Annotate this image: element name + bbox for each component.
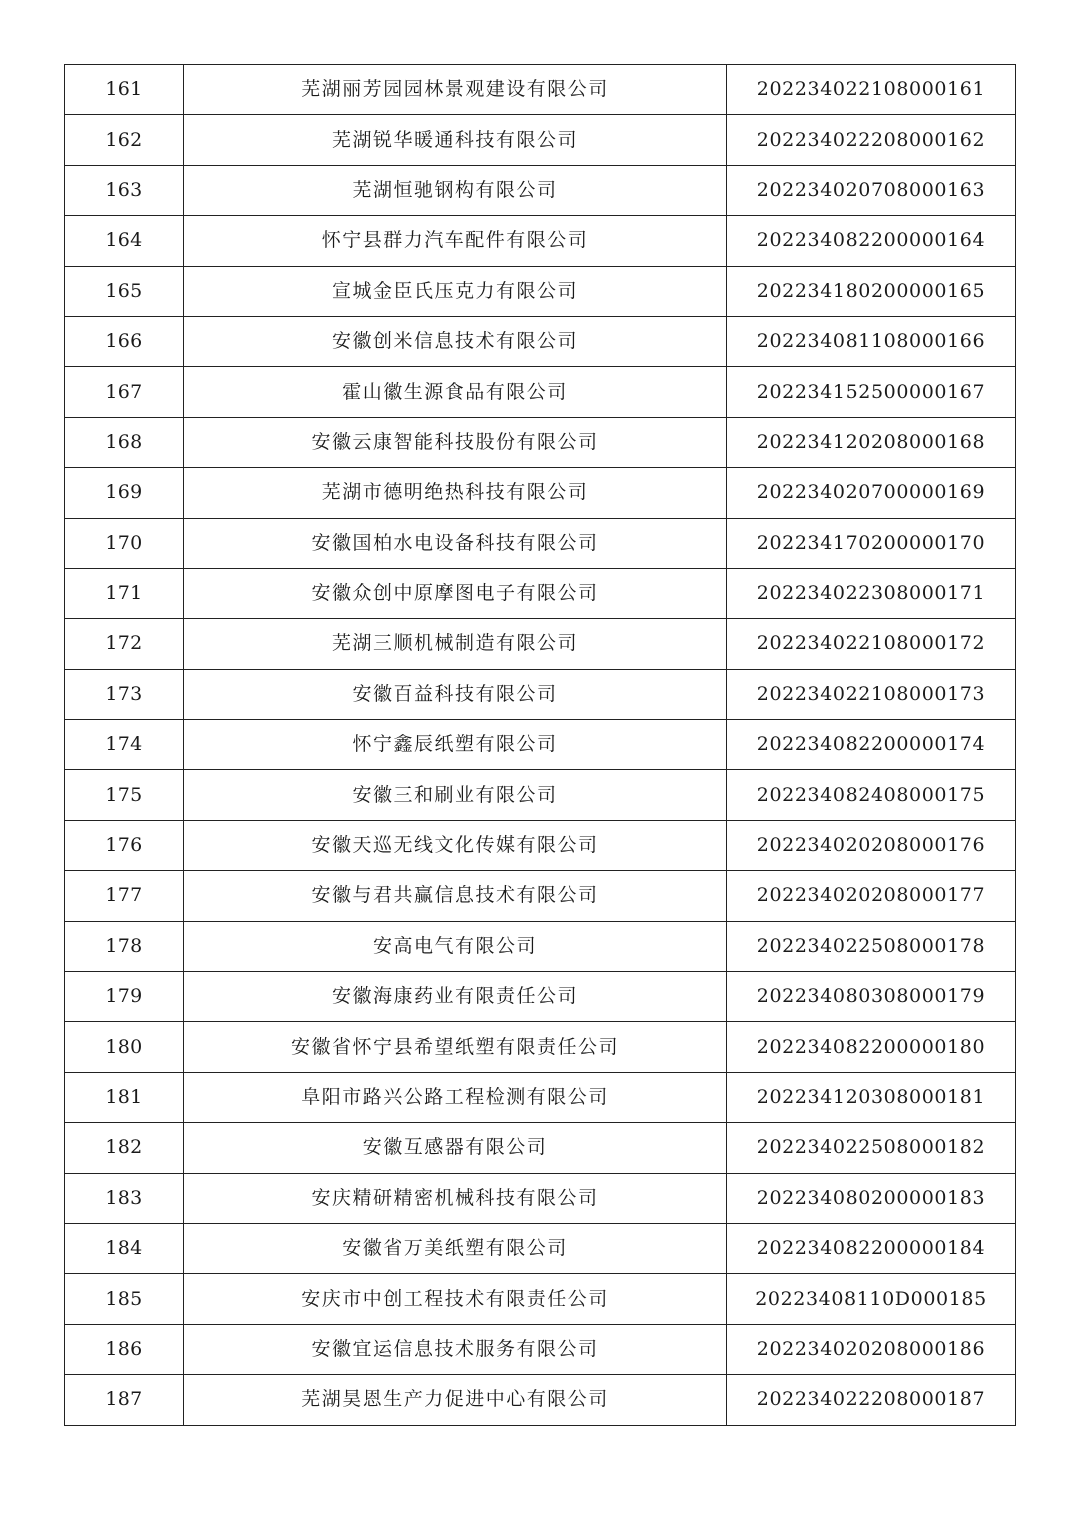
company-name-cell: 怀宁鑫辰纸塑有限公司 [184, 720, 727, 770]
row-number-cell: 181 [65, 1072, 184, 1122]
table-row [65, 820, 1016, 870]
row-number-cell: 174 [65, 720, 184, 770]
row-number-cell: 163 [65, 165, 184, 215]
company-name-cell: 安徽省万美纸塑有限公司 [184, 1223, 727, 1273]
registration-code-cell: 202234082408000175 [727, 770, 1016, 820]
table-row [65, 1274, 1016, 1324]
row-number-cell: 168 [65, 417, 184, 467]
table-body [65, 65, 1016, 1426]
registration-code-cell: 202234180200000165 [727, 266, 1016, 316]
table-row [65, 65, 1016, 115]
table-row [65, 1173, 1016, 1223]
registration-code-cell: 202234022508000178 [727, 921, 1016, 971]
registration-code-cell: 202234082200000184 [727, 1223, 1016, 1273]
table-row [65, 1223, 1016, 1273]
table-row [65, 871, 1016, 921]
row-number-cell: 169 [65, 468, 184, 518]
company-name-cell: 安庆市中创工程技术有限责任公司 [184, 1274, 727, 1324]
row-number-cell: 177 [65, 871, 184, 921]
company-name-cell: 阜阳市路兴公路工程检测有限公司 [184, 1072, 727, 1122]
registration-code-cell: 202234170200000170 [727, 518, 1016, 568]
registration-code-cell: 202234082200000164 [727, 216, 1016, 266]
table-row [65, 921, 1016, 971]
row-number-cell: 164 [65, 216, 184, 266]
company-name-cell: 安徽云康智能科技股份有限公司 [184, 417, 727, 467]
table-row [65, 115, 1016, 165]
company-name-cell: 芜湖丽芳园园林景观建设有限公司 [184, 65, 727, 115]
row-number-cell: 166 [65, 316, 184, 366]
row-number-cell: 161 [65, 65, 184, 115]
company-name-cell: 安徽创米信息技术有限公司 [184, 316, 727, 366]
company-name-cell: 安徽天巡无线文化传媒有限公司 [184, 820, 727, 870]
registration-code-cell: 202234022108000173 [727, 669, 1016, 719]
company-name-cell: 安徽众创中原摩图电子有限公司 [184, 568, 727, 618]
row-number-cell: 184 [65, 1223, 184, 1273]
table-row [65, 518, 1016, 568]
company-name-cell: 宣城金臣氏压克力有限公司 [184, 266, 727, 316]
registration-code-cell: 202234080308000179 [727, 972, 1016, 1022]
row-number-cell: 185 [65, 1274, 184, 1324]
registration-code-cell: 202234081108000166 [727, 316, 1016, 366]
company-name-cell: 怀宁县群力汽车配件有限公司 [184, 216, 727, 266]
table-row [65, 1022, 1016, 1072]
company-name-cell: 芜湖三顺机械制造有限公司 [184, 619, 727, 669]
company-name-cell: 霍山徽生源食品有限公司 [184, 367, 727, 417]
registration-code-cell: 202234022308000171 [727, 568, 1016, 618]
table-row [65, 720, 1016, 770]
registration-code-cell: 202234022108000161 [727, 65, 1016, 115]
company-name-cell: 芜湖恒驰钢构有限公司 [184, 165, 727, 215]
row-number-cell: 180 [65, 1022, 184, 1072]
table-row [65, 367, 1016, 417]
registration-code-cell: 202234020208000176 [727, 820, 1016, 870]
company-name-cell: 安徽省怀宁县希望纸塑有限责任公司 [184, 1022, 727, 1072]
row-number-cell: 182 [65, 1123, 184, 1173]
registration-code-cell: 202234022208000162 [727, 115, 1016, 165]
company-registration-table [64, 64, 1016, 1426]
row-number-cell: 176 [65, 820, 184, 870]
table-row [65, 417, 1016, 467]
registration-code-cell: 202234022108000172 [727, 619, 1016, 669]
registration-code-cell: 202234080200000183 [727, 1173, 1016, 1223]
registration-code-cell: 202234020700000169 [727, 468, 1016, 518]
company-name-cell: 安徽与君共赢信息技术有限公司 [184, 871, 727, 921]
registration-code-cell: 202234020208000186 [727, 1324, 1016, 1374]
company-name-cell: 安徽海康药业有限责任公司 [184, 972, 727, 1022]
registration-code-cell: 202234152500000167 [727, 367, 1016, 417]
table-row [65, 568, 1016, 618]
table-row [65, 972, 1016, 1022]
row-number-cell: 178 [65, 921, 184, 971]
row-number-cell: 170 [65, 518, 184, 568]
company-name-cell: 安庆精研精密机械科技有限公司 [184, 1173, 727, 1223]
registration-code-cell: 202234082200000174 [727, 720, 1016, 770]
registration-code-cell: 202234120308000181 [727, 1072, 1016, 1122]
company-name-cell: 安徽三和刷业有限公司 [184, 770, 727, 820]
row-number-cell: 187 [65, 1375, 184, 1425]
company-name-cell: 芜湖锐华暖通科技有限公司 [184, 115, 727, 165]
row-number-cell: 162 [65, 115, 184, 165]
row-number-cell: 175 [65, 770, 184, 820]
row-number-cell: 186 [65, 1324, 184, 1374]
table-row [65, 468, 1016, 518]
table-row [65, 619, 1016, 669]
row-number-cell: 167 [65, 367, 184, 417]
row-number-cell: 171 [65, 568, 184, 618]
table-row [65, 669, 1016, 719]
company-name-cell: 芜湖昊恩生产力促进中心有限公司 [184, 1375, 727, 1425]
row-number-cell: 165 [65, 266, 184, 316]
registration-code-cell: 202234120208000168 [727, 417, 1016, 467]
company-name-cell: 安高电气有限公司 [184, 921, 727, 971]
table-row [65, 1324, 1016, 1374]
table-row [65, 216, 1016, 266]
table-row [65, 1072, 1016, 1122]
table-row [65, 316, 1016, 366]
table-row [65, 770, 1016, 820]
company-table-container [64, 64, 1014, 1426]
row-number-cell: 179 [65, 972, 184, 1022]
table-row [65, 1123, 1016, 1173]
row-number-cell: 172 [65, 619, 184, 669]
company-name-cell: 安徽百益科技有限公司 [184, 669, 727, 719]
table-row [65, 1375, 1016, 1425]
registration-code-cell: 202234082200000180 [727, 1022, 1016, 1072]
row-number-cell: 183 [65, 1173, 184, 1223]
registration-code-cell: 20223408110D000185 [727, 1274, 1016, 1324]
registration-code-cell: 202234022508000182 [727, 1123, 1016, 1173]
company-name-cell: 安徽互感器有限公司 [184, 1123, 727, 1173]
table-row [65, 266, 1016, 316]
registration-code-cell: 202234020708000163 [727, 165, 1016, 215]
company-name-cell: 芜湖市德明绝热科技有限公司 [184, 468, 727, 518]
company-name-cell: 安徽国柏水电设备科技有限公司 [184, 518, 727, 568]
registration-code-cell: 202234020208000177 [727, 871, 1016, 921]
registration-code-cell: 202234022208000187 [727, 1375, 1016, 1425]
row-number-cell: 173 [65, 669, 184, 719]
company-name-cell: 安徽宜运信息技术服务有限公司 [184, 1324, 727, 1374]
table-row [65, 165, 1016, 215]
